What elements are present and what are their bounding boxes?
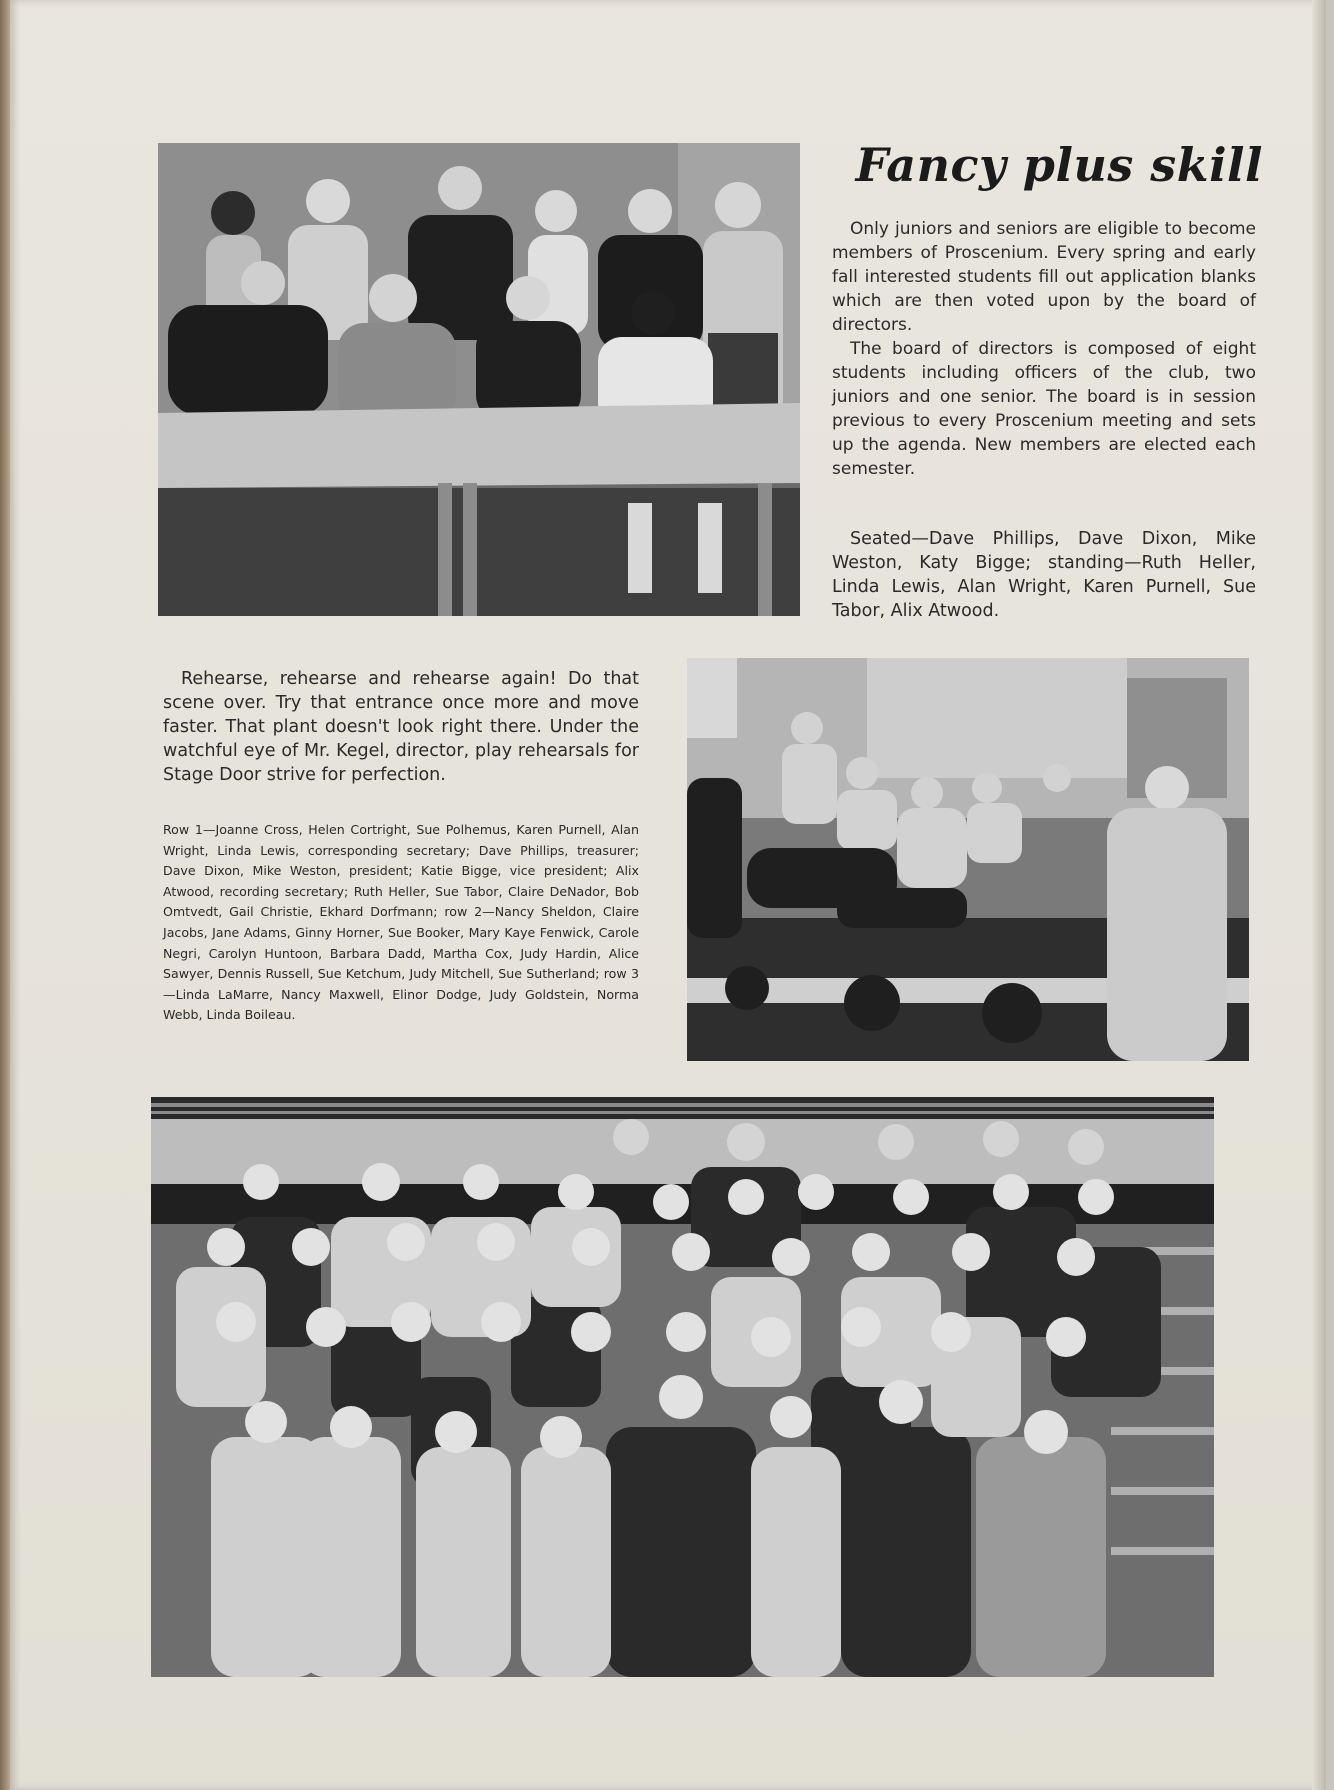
rehearsal-photo [687,658,1249,1061]
book-spine [0,0,10,1790]
page-edge [1312,0,1326,1790]
intro-paragraph-1: Only juniors and seniors are eligible to become members of Proscenium. Every spring and early fall interested students fill out application blanks which are then voted upon by the board of directors. [832,219,1256,335]
board-photo-graphic [158,143,800,616]
intro-paragraph-2: The board of directors is composed of eight students including officers of the club, two juniors and one senior. The board is in session previous to every Proscenium meeting and sets up the agenda. New members are elected each semester. [832,339,1256,479]
rehearsal-text: Rehearse, rehearse and rehearse again! Do that scene over. Try that entrance once more and move faster. That plant doesn't look right there. Under the watchful eye of Mr. Kegel, director, play rehearsals for Stage Door strive for perfection. [163,669,639,785]
yearbook-page [8,0,1326,1790]
board-photo-caption: Seated—Dave Phillips, Dave Dixon, Mike Weston, Katy Bigge; standing—Ruth Heller, Linda Lewis, Alan Wright, Karen Purnell, Sue Tabor, Alix Atwood. [832,529,1256,621]
board-of-directors-photo [158,143,800,616]
proscenium-group-photo [151,1097,1214,1677]
group-photo-graphic [151,1097,1214,1677]
rehearsal-photo-graphic [687,658,1249,1061]
page-heading: Fancy plus skill [855,138,1263,192]
intro-text [832,217,1256,481]
group-photo-caption: Row 1—Joanne Cross, Helen Cortright, Sue Polhemus, Karen Purnell, Alan Wright, Linda Lewis, corresponding secretary; Dave Phillips, treasurer; Dave Dixon, Mike Weston, president; Katie Bigge, vice president; Alix Atwood, recording secretary; Ruth Heller, Sue Tabor, Claire DeNador, Bob Omtvedt, Gail Christie, Ekhard Dorfmann; row 2—Nancy Sheldon, Claire Jacobs, Jane Adams, Ginny Horner, Sue Booker, Mary Kaye Fenwick, Carole Negri, Carolyn Huntoon, Barbara Dadd, Martha Cox, Judy Hardin, Alice Sawyer, Dennis Russell, Sue Ketchum, Judy Mitchell, Sue Sutherland; row 3—Linda LaMarre, Nancy Maxwell, Elinor Dodge, Judy Goldstein, Norma Webb, Linda Boileau. [163,822,639,1023]
page-number: 132 [675,1630,711,1650]
